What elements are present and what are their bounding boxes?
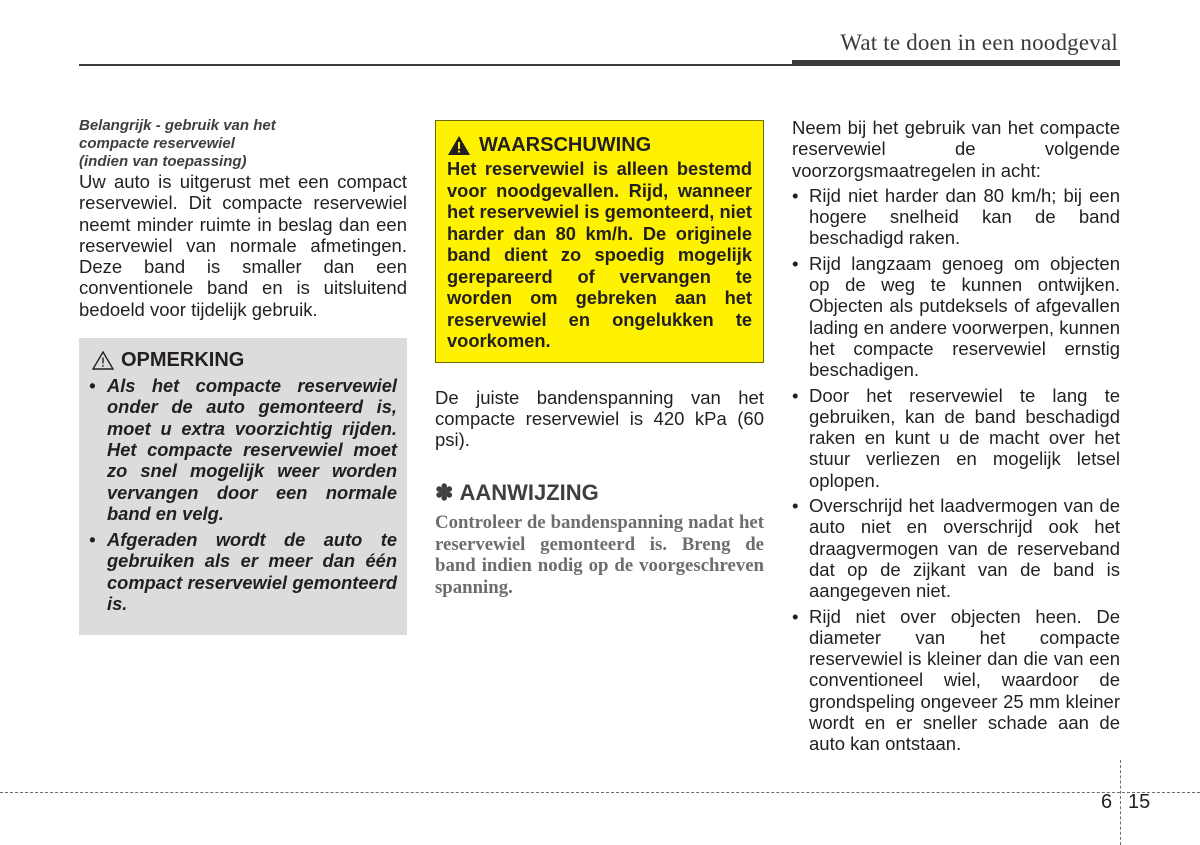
chapter-title: Wat te doen in een noodgeval (840, 30, 1118, 55)
note-item (89, 375, 397, 524)
bullet: • (792, 384, 799, 406)
page-number: 15 (1128, 791, 1151, 813)
precaution-item (792, 185, 1120, 249)
bullet: • (792, 252, 799, 274)
warning-text: Het reservewiel is alleen bestemd voor noodgevallen. Rijd, wanneer het reservewiel is gemonteerd, niet harder dan 80 km/h. De originele band dient zo spoedig mogelijk gerepareerd of vervangen te worden om gebreken aan het reservewiel en ongelukken te voorkomen. (447, 158, 752, 351)
precaution-text: Door het reservewiel te lang te gebruiken, kan de band beschadigd raken en kunt u de macht over het stuur verliezen en mogelijk letsel oplopen. (809, 384, 1120, 491)
chapter-number: 6 (1101, 791, 1113, 813)
tip-title: AANWIJZING (459, 480, 599, 506)
caution-triangle-icon (92, 351, 114, 370)
spare-wheel-intro: Uw auto is uitgerust met een compact reservewiel. Dit compacte reservewiel neemt minder ruimte in beslag dan een reservewiel van normale afmetingen. Deze band is smaller dan een conventionele band en is uitsluitend bedoeld voor tijdelijk gebruik. (79, 171, 407, 320)
tip-heading (435, 480, 764, 506)
tire-pressure-text: De juiste bandenspanning van het compacte reservewiel is 420 kPa (60 psi). (435, 386, 764, 451)
warning-box (435, 120, 764, 363)
precaution-text: Rijd langzaam genoeg om objecten op de weg te kunnen ontwijken. Objecten als putdeksels of afgevallen lading en andere voorwerpen, kunnen het compacte reservewiel ernstig beschadigen. (809, 252, 1120, 381)
note-item-text: Afgeraden wordt de auto te gebruiken als er meer dan één compact reservewiel gemonteerd is. (107, 529, 397, 615)
subheading-line: Belangrijk - gebruik van het (79, 117, 276, 134)
precaution-text: Rijd niet over objecten heen. De diameter van het compacte reservewiel is kleiner dan die van een conventioneel wiel, waardoor de grondspeling ongeveer 25 mm kleiner wordt en er sneller schade aan de auto kan ontstaan. (809, 605, 1120, 755)
header-rule-accent (792, 60, 1120, 66)
precautions-intro: Neem bij het gebruik van het compacte reservewiel de volgende voorzorgsmaatregelen in acht: (792, 117, 1120, 181)
page-number-divider (1120, 760, 1121, 845)
bullet: • (89, 375, 96, 397)
note-heading (89, 348, 397, 372)
footer-divider (0, 792, 1200, 793)
precaution-item (792, 495, 1120, 601)
note-title: OPMERKING (121, 349, 245, 372)
tip-text: Controleer de bandenspanning nadat het reservewiel gemonteerd is. Breng de band indien nodig op de voorgeschreven spanning. (435, 512, 764, 598)
note-item (89, 529, 397, 614)
bullet: • (89, 529, 96, 551)
section-subheading (79, 117, 407, 171)
warning-title: WAARSCHUWING (479, 134, 652, 156)
warning-heading (447, 133, 752, 157)
precautions-list (792, 185, 1120, 755)
precaution-text: Overschrijd het laadvermogen van de auto niet en overschrijd ook het draagvermogen van de reserveband dat op de zijkant van de band is aangegeven niet. (809, 495, 1120, 602)
left-column (79, 117, 407, 635)
bullet: • (792, 184, 799, 206)
precaution-item (792, 385, 1120, 491)
subheading-line: compacte reservewiel (79, 135, 235, 152)
precaution-item (792, 253, 1120, 381)
note-item-text: Als het compacte reservewiel onder de auto gemonteerd is, moet u extra voorzichtig rijden. Het compacte reservewiel moet zo snel mogelijk weer worden vervangen door een normale band en velg. (107, 375, 397, 524)
bullet: • (792, 495, 799, 517)
subheading-line: (indien van toepassing) (79, 153, 247, 170)
bullet: • (792, 605, 799, 627)
note-box (79, 338, 407, 635)
note-list (89, 375, 397, 614)
middle-column (435, 120, 764, 617)
precaution-text: Rijd niet harder dan 80 km/h; bij een hogere snelheid kan de band beschadigd raken. (809, 184, 1120, 249)
warning-triangle-icon (447, 135, 471, 156)
precaution-item (792, 606, 1120, 755)
asterisk-icon: ✽ (435, 480, 454, 506)
right-column (792, 117, 1120, 759)
